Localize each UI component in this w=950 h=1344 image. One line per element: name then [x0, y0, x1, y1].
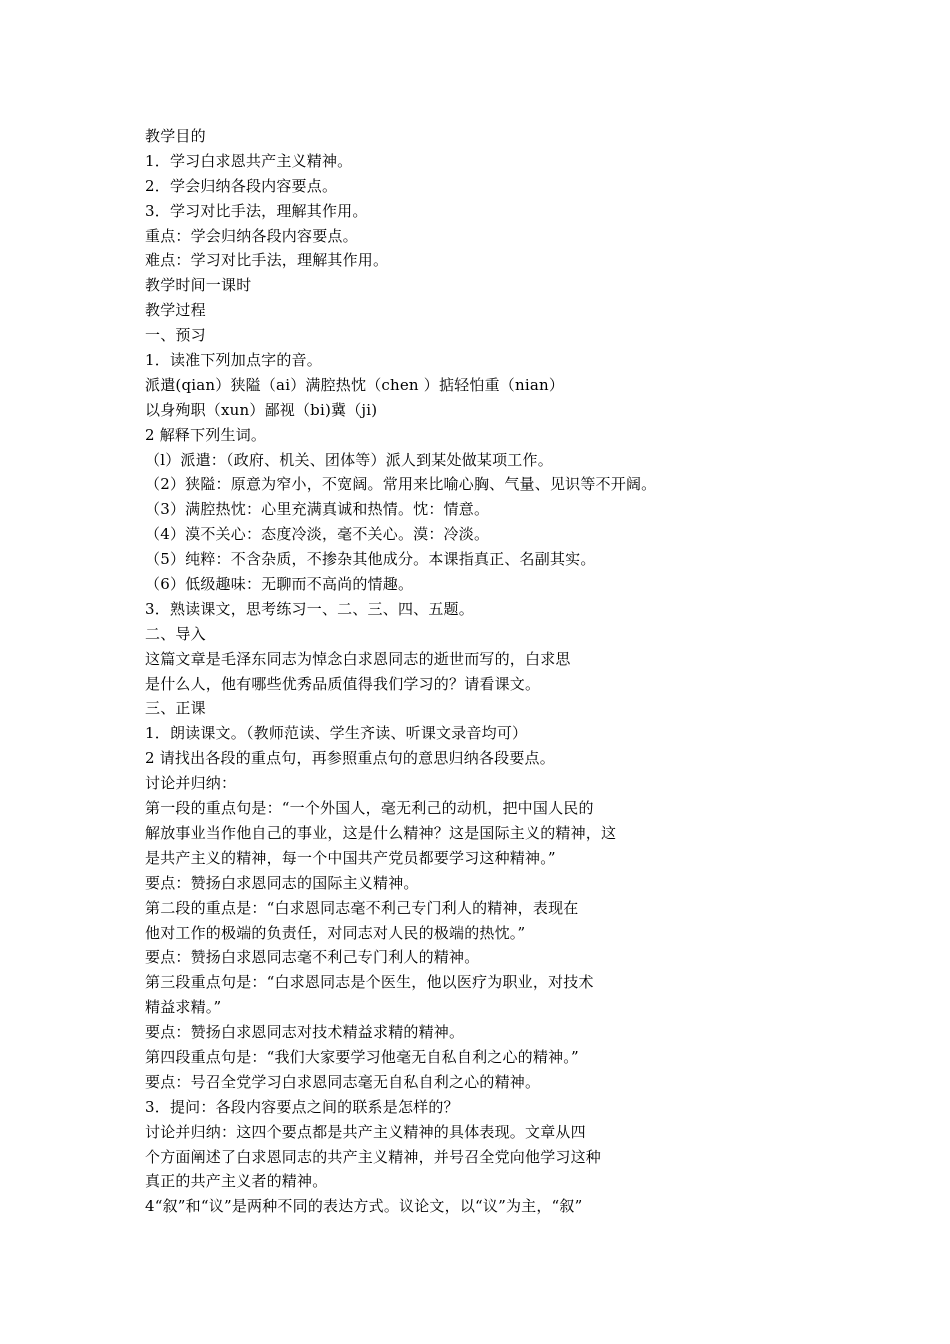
paragraph-line: 是什么人，他有哪些优秀品质值得我们学习的？请看课文。	[145, 674, 541, 693]
paragraph-line: 第二段的重点是：“白求恩同志毫不利己专门利人的精神，表现在	[145, 898, 579, 917]
section-heading-teaching-process: 教学过程	[145, 301, 206, 320]
preview-item-1: 1．读准下列加点字的音。	[145, 351, 322, 370]
summary-point: 要点：赞扬白求恩同志毫不利己专门利人的精神。	[145, 948, 480, 967]
vocab-definition-4: （4）漠不关心：态度冷淡，毫不关心。漠：冷淡。	[145, 525, 490, 544]
preview-item-2: 2 解释下列生词。	[145, 425, 267, 444]
lesson-item-3: 3．提问：各段内容要点之间的联系是怎样的？	[145, 1097, 459, 1116]
paragraph-line: 真正的共产主义者的精神。	[145, 1172, 328, 1191]
section-heading-main-lesson: 三、正课	[145, 699, 206, 718]
discussion-label: 讨论并归纳：	[145, 774, 237, 793]
document-body	[145, 124, 845, 1219]
vocab-definition-6: （6）低级趣味：无聊而不高尚的情趣。	[145, 575, 414, 594]
objective-item-1: 1．学习白求恩共产主义精神。	[145, 151, 353, 170]
preview-item-3: 3．熟读课文，思考练习一、二、三、四、五题。	[145, 599, 474, 618]
lesson-item-1: 1．朗读课文。（教师范读、学生齐读、听课文录音均可）	[145, 724, 528, 743]
section-heading-introduction: 二、导入	[145, 624, 206, 643]
paragraph-line: 第一段的重点句是：“一个外国人，毫无利己的动机，把中国人民的	[145, 799, 594, 818]
paragraph-line: 讨论并归纳：这四个要点都是共产主义精神的具体表现。文章从四	[145, 1122, 586, 1141]
paragraph-line: 解放事业当作他自己的事业，这是什么精神？这是国际主义的精神，这	[145, 823, 617, 842]
objective-item-2: 2．学会归纳各段内容要点。	[145, 176, 338, 195]
paragraph-line: 这篇文章是毛泽东同志为悼念白求恩同志的逝世而写的，白求思	[145, 649, 571, 668]
paragraph-line: 精益求精。”	[145, 998, 222, 1017]
paragraph-line: 第四段重点句是：“我们大家要学习他毫无自私自利之心的精神。”	[145, 1047, 579, 1066]
section-heading-teaching-objectives: 教学目的	[145, 127, 206, 145]
summary-point: 要点：赞扬白求恩同志对技术精益求精的精神。	[145, 1023, 465, 1042]
difficult-point: 难点：学习对比手法，理解其作用。	[145, 251, 389, 270]
vocab-definition-5: （5）纯粹：不含杂质，不掺杂其他成分。本课指真正、名副其实。	[145, 550, 596, 569]
summary-point: 要点：号召全党学习白求恩同志毫无自私自利之心的精神。	[145, 1072, 541, 1091]
summary-point: 要点：赞扬白求恩同志的国际主义精神。	[145, 873, 419, 892]
lesson-item-2: 2 请找出各段的重点句，再参照重点句的意思归纳各段要点。	[145, 749, 555, 768]
vocab-definition-1: （l）派遣：（政府、机关、团体等）派人到某处做某项工作。	[145, 450, 553, 469]
key-point: 重点：学会归纳各段内容要点。	[145, 226, 358, 245]
objective-item-3: 3．学习对比手法，理解其作用。	[145, 201, 368, 220]
vocab-definition-3: （3）满腔热忱：心里充满真诚和热情。忱：情意。	[145, 500, 490, 519]
pronunciation-line-1: 派遣(qian）狭隘（ai）满腔热忱（chen ）掂轻怕重（nian）	[145, 375, 565, 394]
section-heading-preview: 一、预习	[145, 326, 206, 345]
teaching-time: 教学时间一课时	[145, 276, 252, 295]
paragraph-line: 第三段重点句是：“白求恩同志是个医生，他以医疗为职业，对技术	[145, 973, 594, 992]
paragraph-line: 是共产主义的精神，每一个中国共产党员都要学习这种精神。”	[145, 848, 556, 867]
paragraph-line: 个方面阐述了白求恩同志的共产主义精神，并号召全党向他学习这种	[145, 1147, 602, 1166]
lesson-item-4: 4“叙”和“议”是两种不同的表达方式。议论文，以“议”为主，“叙”	[145, 1197, 583, 1216]
vocab-definition-2: （2）狭隘：原意为窄小，不宽阔。常用来比喻心胸、气量、见识等不开阔。	[145, 475, 657, 494]
paragraph-line: 他对工作的极端的负责任，对同志对人民的极端的热忱。”	[145, 923, 526, 942]
pronunciation-line-2: 以身殉职（xun）鄙视（bi)冀（ji)	[145, 400, 378, 419]
